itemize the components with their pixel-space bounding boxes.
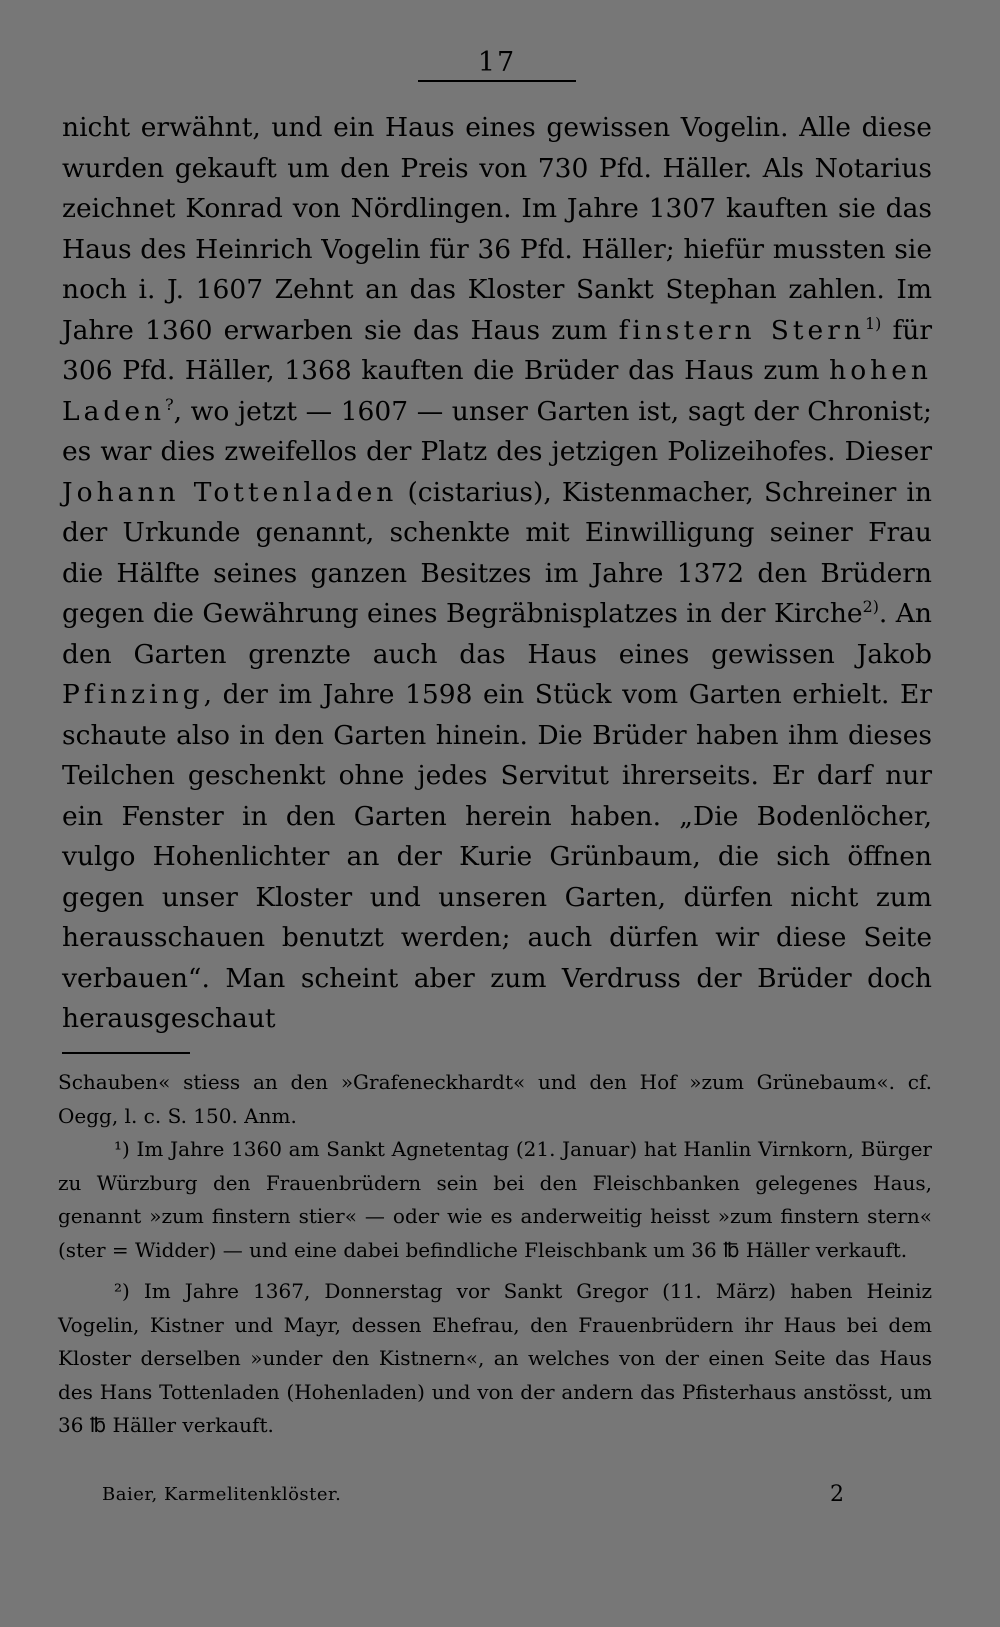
signature-line xyxy=(102,1482,852,1508)
spaced-name: Johann Tottenladen xyxy=(62,476,398,508)
footnote-continuation: Schauben« stiess an den »Grafeneckhardt« und den Hof »zum Grünebaum«. cf. Oegg, l. c. S. 150. Anm. xyxy=(58,1070,932,1128)
spaced-name: hohen Laden xyxy=(62,355,932,427)
signature-count: 2 xyxy=(830,1482,845,1507)
text-run: nicht erwähnt, und ein Haus eines gewissen Vogelin. Alle diese wurden gekauft um den Preis von 730 Pfd. Häller. Als Notarius zeichnet Konrad von Nördlingen. Im Jahre 1307 kauften sie das Haus des Heinrich Vogelin für 36 Pfd. Häller; hiefür mussten sie noch i. J. 1607 Zehnt an das Kloster Sankt Stephan zahlen. Im Jahre 1360 erwarben sie das Haus zum xyxy=(62,112,932,346)
main-text xyxy=(62,108,932,1040)
footnote-ref: ? xyxy=(165,394,174,414)
text-run: , wo jetzt — 1607 — unser Garten ist, sagt der Chronist; es war dies zweifellos der Platz des jetzigen Polizeihofes. Dieser xyxy=(62,395,932,467)
spaced-name: finstern Stern xyxy=(618,314,865,346)
page-number: 17 xyxy=(418,48,576,82)
footnote-divider xyxy=(62,1052,190,1054)
footnote-ref: 2) xyxy=(862,597,879,617)
text-run: (cistarius), Kistenmacher, Schreiner in der Urkunde genannt, schenkte mit Einwilligung seiner Frau die Hälfte seines ganzen Besitzes im Jahre 1372 den Brüdern gegen die Gewährung eines Begräbnisplatzes in der Kirche xyxy=(62,476,932,629)
text-run: für 306 Pfd. Häller, 1368 kauften die Brüder das Haus zum xyxy=(62,314,933,386)
text-run: . An den Garten grenzte auch das Haus eines gewissen Jakob xyxy=(62,598,932,670)
footnote-2: ²) Im Jahre 1367, Donnerstag vor Sankt Gregor (11. März) haben Heiniz Vogelin, Kistner und Mayr, dessen Ehefrau, den Frauenbrüdern ihr Haus bei dem Kloster derselben »under den Kistnern«, an welches von der einen Seite das Haus des Hans Tottenladen (Hohenladen) und von der andern das Pfisterhaus anstösst, um 36 ℔ Häller verkauft. xyxy=(58,1279,932,1437)
signature-label: Baier, Karmelitenklöster. xyxy=(102,1484,342,1505)
paragraph xyxy=(62,108,932,1040)
text-run: , der im Jahre 1598 ein Stück vom Garten erhielt. Er schaute also in den Garten hinein. Die Brüder haben ihm dieses Teilchen geschenkt ohne jedes Servitut ihrerseits. Er darf nur ein Fenster in den Garten herein haben. „Die Bodenlöcher, vulgo Hohenlichter an der Kurie Grünbaum, die sich öffnen gegen unser Kloster und unseren Garten, dürfen nicht zum herausschauen benutzt werden; auch dürfen wir diese Seite verbauen“. Man scheint aber zum Verdruss der Brüder doch herausgeschaut xyxy=(62,679,932,1034)
footnote-ref: 1) xyxy=(864,313,882,333)
footnotes xyxy=(58,1066,932,1443)
spaced-name: Pfinzing xyxy=(62,679,204,710)
footnote-1: ¹) Im Jahre 1360 am Sankt Agnetentag (21. Januar) hat Hanlin Virnkorn, Bürger zu Würzburg den Frauenbrüdern sein bei den Fleischbanken gelegenes Haus, genannt »zum finstern stier« — oder wie es anderweitig heisst »zum finstern stern« (ster = Widder) — und eine dabei befindliche Fleischbank um 36 ℔ Häller verkauft. xyxy=(58,1137,932,1262)
